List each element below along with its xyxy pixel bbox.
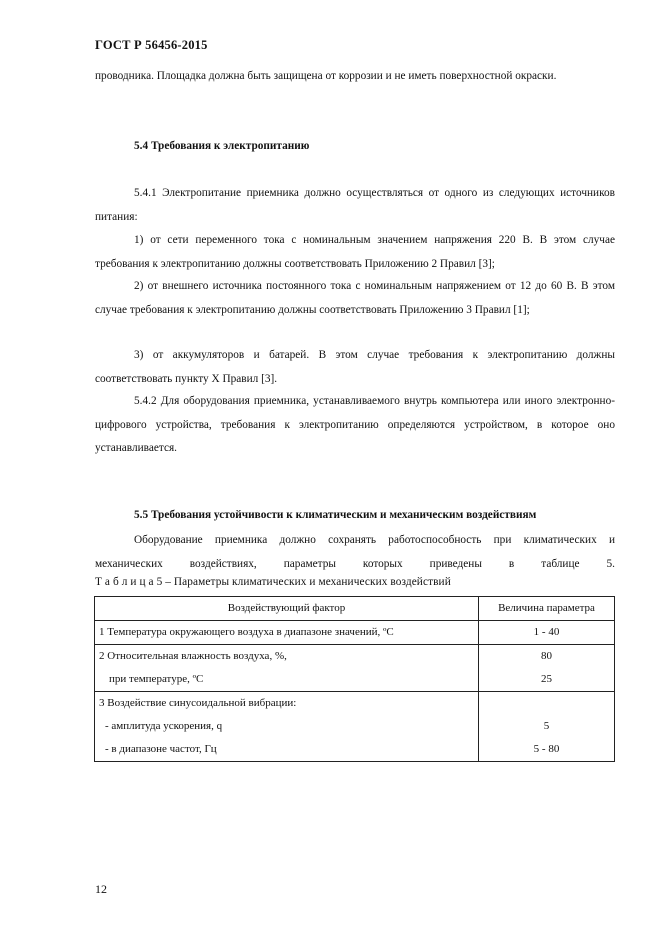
paragraph-item-2: 2) от внешнего источника постоянного тока с номинальным напряжением от 12 до 60 В. В этом случае требования к электропитанию должны соответствовать Приложению 3 Правил [1]; (95, 280, 615, 316)
document-code: ГОСТ Р 56456-2015 (95, 38, 208, 52)
paragraph-item-1: 1) от сети переменного тока с номинальным значением напряжения 220 В. В этом случае требования к электропитанию должны соответствовать Приложению 2 Правил [3]; (95, 234, 615, 270)
table-cell (95, 692, 479, 762)
paragraph-5-4-2: 5.4.2 Для оборудования приемника, устанавливаемого внутрь компьютера или иного электронно-цифрового устройства, требования к электропитанию определяются устройством, в которое оно устанавливается. (95, 395, 615, 454)
table-caption: Т а б л и ц а 5 – Параметры климатических и механических воздействий (95, 576, 451, 588)
table-row (95, 692, 615, 762)
table-header-cell (95, 597, 479, 621)
factor-line: 2 Относительная влажность воздуха, %, (99, 650, 287, 662)
section-5-4-title: 5.4 Требования к электропитанию (134, 140, 310, 152)
section-5-5-title: 5.5 Требования устойчивости к климатическим и механическим воздействиям (134, 509, 537, 521)
factor-line: - амплитуда ускорения, q (105, 720, 223, 732)
paragraph-5-4-1: 5.4.1 Электропитание приемника должно осуществляться от одного из следующих источников питания: (95, 187, 615, 223)
value-line: 1 - 40 (533, 626, 560, 638)
climatic-parameters-table (94, 596, 615, 762)
table-row (95, 645, 615, 692)
table-header-cell (479, 597, 615, 621)
table-header-row (95, 597, 615, 621)
factor-line: - в диапазоне частот, Гц (105, 743, 217, 755)
table-cell (95, 645, 479, 692)
factor-line: 3 Воздействие синусоидальной вибрации: (99, 697, 297, 709)
factor-line: при температуре, ºС (109, 673, 204, 685)
page-number: 12 (95, 882, 107, 896)
value-line: 5 - 80 (533, 743, 560, 755)
paragraph-item-3: 3) от аккумуляторов и батарей. В этом случае требования к электропитанию должны соответствовать пункту Х Правил [3]. (95, 349, 615, 385)
header-value: Величина параметра (498, 602, 595, 614)
value-line (483, 692, 610, 715)
intro-paragraph: проводника. Площадка должна быть защищена от коррозии и не иметь поверхностной окраски. (95, 70, 557, 82)
table-cell (479, 692, 615, 762)
value-line: 80 (541, 650, 552, 662)
value-line: 25 (541, 673, 552, 685)
table-cell (479, 645, 615, 692)
table-row (95, 621, 615, 645)
header-factor: Воздействующий фактор (227, 602, 346, 614)
value-line: 5 (543, 720, 550, 732)
factor-line: 1 Температура окружающего воздуха в диапазоне значений, ºС (99, 626, 394, 638)
paragraph-5-5: Оборудование приемника должно сохранять работоспособность при климатических и механических воздействиях, параметры которых приведены в таблице 5. (95, 534, 615, 570)
table-cell (95, 621, 479, 645)
table-cell (479, 621, 615, 645)
